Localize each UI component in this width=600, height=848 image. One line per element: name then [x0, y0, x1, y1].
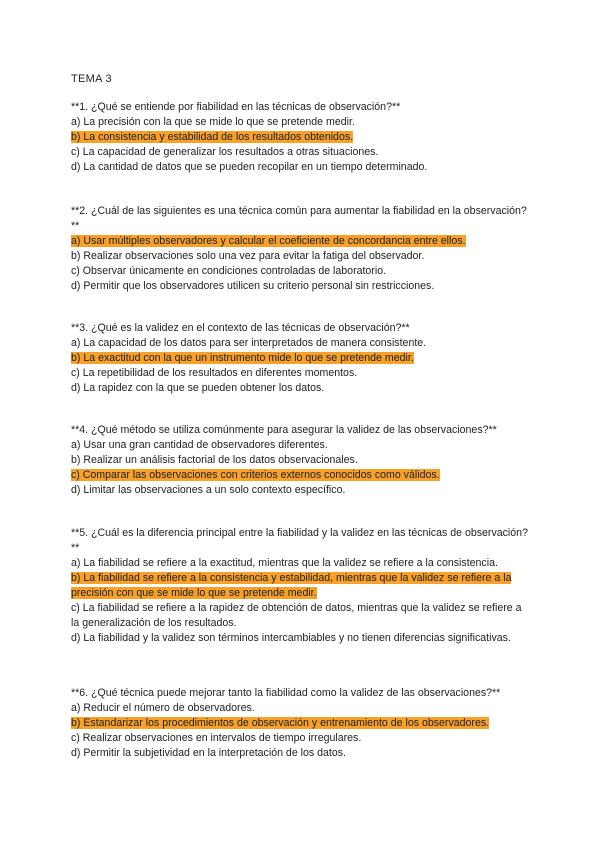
option-c: c) La capacidad de generalizar los resultados a otras situaciones. — [71, 146, 379, 158]
question-5 — [71, 526, 531, 646]
option-c: c) Realizar observaciones en intervalos de tiempo irregulares. — [71, 732, 362, 744]
option-b-correct — [71, 716, 531, 731]
option-b: b) Realizar un análisis factorial de los datos observacionales. — [71, 454, 358, 466]
option-c-correct — [71, 468, 531, 483]
option-d: d) Permitir que los observadores utilicen su criterio personal sin restricciones. — [71, 280, 435, 292]
highlighted-answer: c) Comparar las observaciones con criterios externos conocidos como válidos. — [71, 469, 440, 481]
option-a: a) La fiabilidad se refiere a la exactitud, mientras que la validez se refiere a la consistencia. — [71, 557, 498, 569]
option-a: a) Reducir el número de observadores. — [71, 702, 255, 714]
highlighted-answer: b) La exactitud con la que un instrumento mide lo que se pretende medir. — [71, 352, 414, 364]
option-c: c) La repetibilidad de los resultados en diferentes momentos. — [71, 367, 358, 379]
option-a: a) La precisión con la que se mide lo que se pretende medir. — [71, 116, 355, 128]
option-b-correct — [71, 571, 531, 601]
question-stem: **1. ¿Qué se entiende por fiabilidad en las técnicas de observación?** — [71, 101, 401, 113]
question-stem: **5. ¿Cuál es la diferencia principal entre la fiabilidad y la validez en las técnicas de observación?** — [71, 527, 528, 554]
option-d: d) Permitir la subjetividad en la interpretación de los datos. — [71, 747, 346, 759]
option-a-correct — [71, 234, 531, 249]
option-b: b) Realizar observaciones solo una vez para evitar la fatiga del observador. — [71, 250, 425, 262]
option-d: d) Limitar las observaciones a un solo contexto específico. — [71, 484, 346, 496]
question-4 — [71, 423, 531, 498]
option-a: a) La capacidad de los datos para ser interpretados de manera consistente. — [71, 337, 427, 349]
option-b-correct — [71, 351, 531, 366]
option-d: d) La fiabilidad y la validez son términos intercambiables y no tienen diferencias significativas. — [71, 632, 511, 644]
question-stem: **2. ¿Cuál de las siguientes es una técnica común para aumentar la fiabilidad en la observación?** — [71, 205, 527, 232]
option-d: d) La rapidez con la que se pueden obtener los datos. — [71, 382, 325, 394]
option-c: c) La fiabilidad se refiere a la rapidez de obtención de datos, mientras que la validez se refiere a la generalización de los resultados. — [71, 602, 522, 629]
question-stem: **3. ¿Qué es la validez en el contexto de las técnicas de observación?** — [71, 322, 410, 334]
question-3 — [71, 321, 531, 396]
question-stem: **4. ¿Qué método se utiliza comúnmente para asegurar la validez de las observaciones?** — [71, 424, 497, 436]
highlighted-answer: a) Usar múltiples observadores y calcular el coeficiente de concordancia entre ellos. — [71, 235, 466, 247]
page-title: TEMA 3 — [71, 73, 112, 85]
option-d: d) La cantidad de datos que se pueden recopilar en un tiempo determinado. — [71, 161, 428, 173]
question-1 — [71, 100, 531, 175]
highlighted-answer: b) La consistencia y estabilidad de los resultados obtenidos. — [71, 131, 354, 143]
question-2 — [71, 204, 531, 294]
highlighted-answer: b) Estandarizar los procedimientos de observación y entrenamiento de los observadores. — [71, 717, 490, 729]
question-6 — [71, 686, 531, 761]
option-c: c) Observar únicamente en condiciones controladas de laboratorio. — [71, 265, 387, 277]
highlighted-answer: b) La fiabilidad se refiere a la consistencia y estabilidad, mientras que la validez se refiere a la precisión con que se mide lo que se pretende medir. — [71, 572, 512, 599]
question-stem: **6. ¿Qué técnica puede mejorar tanto la fiabilidad como la validez de las observaciones?** — [71, 687, 501, 699]
option-a: a) Usar una gran cantidad de observadores diferentes. — [71, 439, 328, 451]
option-b-correct — [71, 130, 531, 145]
